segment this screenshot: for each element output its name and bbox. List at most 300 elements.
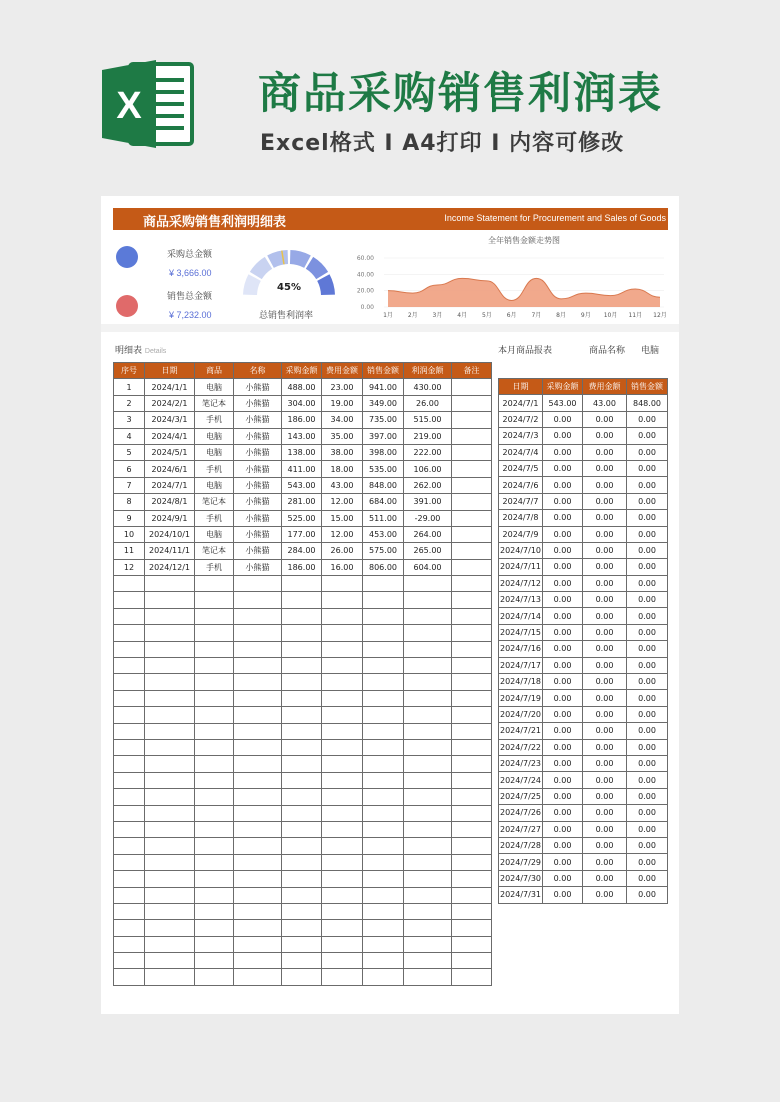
table-cell[interactable]: 0.00	[583, 641, 627, 657]
table-cell[interactable]: 3	[114, 412, 145, 428]
table-cell[interactable]	[114, 920, 145, 936]
table-cell[interactable]: 535.00	[363, 461, 404, 477]
table-cell[interactable]	[234, 821, 282, 837]
table-cell[interactable]	[404, 592, 452, 608]
table-cell[interactable]	[282, 838, 322, 854]
table-cell[interactable]	[452, 953, 492, 969]
table-cell[interactable]: 35.00	[322, 428, 363, 444]
table-cell[interactable]	[234, 658, 282, 674]
table-cell[interactable]	[404, 821, 452, 837]
table-cell[interactable]	[452, 723, 492, 739]
table-cell[interactable]: 0.00	[543, 772, 583, 788]
table-cell[interactable]	[282, 723, 322, 739]
table-cell[interactable]: 7	[114, 477, 145, 493]
table-cell[interactable]: 38.00	[322, 444, 363, 460]
table-cell[interactable]	[404, 903, 452, 919]
table-cell[interactable]: 0.00	[543, 723, 583, 739]
table-cell[interactable]	[145, 854, 195, 870]
table-cell[interactable]	[404, 772, 452, 788]
table-cell[interactable]: 0.00	[543, 592, 583, 608]
table-cell[interactable]: 0.00	[627, 657, 668, 673]
table-cell[interactable]	[234, 969, 282, 985]
table-cell[interactable]: 0.00	[627, 575, 668, 591]
table-cell[interactable]: 12	[114, 559, 145, 575]
table-cell[interactable]: 735.00	[363, 412, 404, 428]
table-cell[interactable]	[322, 789, 363, 805]
table-cell[interactable]	[452, 969, 492, 985]
table-cell[interactable]: 511.00	[363, 510, 404, 526]
table-cell[interactable]	[322, 838, 363, 854]
table-cell[interactable]	[322, 739, 363, 755]
table-cell[interactable]: 0.00	[543, 411, 583, 427]
table-cell[interactable]: 543.00	[543, 395, 583, 411]
table-cell[interactable]	[145, 576, 195, 592]
table-cell[interactable]	[145, 936, 195, 952]
table-cell[interactable]: 2024/8/1	[145, 494, 195, 510]
table-cell[interactable]: 0.00	[627, 559, 668, 575]
table-cell[interactable]	[404, 674, 452, 690]
table-cell[interactable]: 小熊猫	[234, 379, 282, 395]
table-cell[interactable]	[195, 723, 234, 739]
table-cell[interactable]	[363, 936, 404, 952]
table-cell[interactable]: 23.00	[322, 379, 363, 395]
table-cell[interactable]	[282, 739, 322, 755]
table-cell[interactable]: 604.00	[404, 559, 452, 575]
table-cell[interactable]: 小熊猫	[234, 494, 282, 510]
table-cell[interactable]: 小熊猫	[234, 395, 282, 411]
table-cell[interactable]: 0.00	[583, 526, 627, 542]
table-cell[interactable]	[282, 936, 322, 952]
table-cell[interactable]: 电脑	[195, 379, 234, 395]
table-cell[interactable]: 手机	[195, 412, 234, 428]
table-cell[interactable]: 小熊猫	[234, 559, 282, 575]
table-cell[interactable]	[195, 789, 234, 805]
table-cell[interactable]: 2024/5/1	[145, 444, 195, 460]
table-cell[interactable]	[114, 625, 145, 641]
table-cell[interactable]	[234, 739, 282, 755]
table-cell[interactable]: 2024/7/15	[499, 624, 543, 640]
table-cell[interactable]: 143.00	[282, 428, 322, 444]
table-cell[interactable]	[363, 969, 404, 985]
table-cell[interactable]: 2024/7/30	[499, 870, 543, 886]
table-cell[interactable]	[363, 838, 404, 854]
table-cell[interactable]: 186.00	[282, 559, 322, 575]
table-cell[interactable]	[114, 739, 145, 755]
table-cell[interactable]	[282, 625, 322, 641]
table-cell[interactable]	[114, 838, 145, 854]
table-cell[interactable]	[404, 920, 452, 936]
table-cell[interactable]: 2024/7/2	[499, 411, 543, 427]
table-cell[interactable]: 0.00	[627, 837, 668, 853]
table-cell[interactable]: 2024/2/1	[145, 395, 195, 411]
table-cell[interactable]: 0.00	[627, 854, 668, 870]
table-cell[interactable]: 0.00	[627, 477, 668, 493]
table-cell[interactable]: 0.00	[543, 690, 583, 706]
table-cell[interactable]: 16.00	[322, 559, 363, 575]
table-cell[interactable]: 398.00	[363, 444, 404, 460]
table-cell[interactable]	[404, 887, 452, 903]
table-cell[interactable]	[282, 707, 322, 723]
table-cell[interactable]	[195, 805, 234, 821]
table-cell[interactable]	[452, 936, 492, 952]
table-cell[interactable]	[234, 707, 282, 723]
table-cell[interactable]: 1	[114, 379, 145, 395]
table-cell[interactable]	[114, 608, 145, 624]
table-cell[interactable]	[195, 756, 234, 772]
table-cell[interactable]	[322, 871, 363, 887]
table-cell[interactable]	[195, 739, 234, 755]
table-cell[interactable]	[145, 625, 195, 641]
table-cell[interactable]: 2024/7/20	[499, 706, 543, 722]
table-cell[interactable]	[363, 576, 404, 592]
table-cell[interactable]: 265.00	[404, 543, 452, 559]
table-cell[interactable]: 小熊猫	[234, 444, 282, 460]
table-cell[interactable]	[114, 772, 145, 788]
table-cell[interactable]	[363, 871, 404, 887]
table-cell[interactable]	[282, 772, 322, 788]
table-cell[interactable]: 0.00	[543, 674, 583, 690]
table-cell[interactable]: 2024/7/1	[145, 477, 195, 493]
table-cell[interactable]	[282, 969, 322, 985]
table-cell[interactable]	[114, 576, 145, 592]
table-cell[interactable]	[363, 658, 404, 674]
table-cell[interactable]	[282, 658, 322, 674]
table-cell[interactable]	[234, 592, 282, 608]
table-cell[interactable]: 2024/7/22	[499, 739, 543, 755]
table-cell[interactable]	[322, 674, 363, 690]
table-cell[interactable]	[145, 674, 195, 690]
table-cell[interactable]	[452, 887, 492, 903]
table-cell[interactable]: 0.00	[583, 674, 627, 690]
table-cell[interactable]: 2024/7/1	[499, 395, 543, 411]
table-cell[interactable]: 小熊猫	[234, 477, 282, 493]
table-cell[interactable]	[452, 625, 492, 641]
table-cell[interactable]: 2024/7/26	[499, 805, 543, 821]
table-cell[interactable]: 0.00	[543, 444, 583, 460]
table-cell[interactable]	[195, 674, 234, 690]
table-cell[interactable]	[195, 920, 234, 936]
table-cell[interactable]	[145, 723, 195, 739]
table-cell[interactable]: 2024/7/21	[499, 723, 543, 739]
table-cell[interactable]: 397.00	[363, 428, 404, 444]
table-cell[interactable]	[282, 903, 322, 919]
table-cell[interactable]: 391.00	[404, 494, 452, 510]
table-cell[interactable]	[114, 854, 145, 870]
table-cell[interactable]	[363, 821, 404, 837]
table-cell[interactable]	[452, 641, 492, 657]
table-cell[interactable]: 0.00	[627, 624, 668, 640]
table-cell[interactable]: 19.00	[322, 395, 363, 411]
table-cell[interactable]: 笔记本	[195, 494, 234, 510]
table-cell[interactable]	[195, 953, 234, 969]
table-cell[interactable]: 0.00	[627, 788, 668, 804]
table-cell[interactable]: 0.00	[627, 411, 668, 427]
table-cell[interactable]	[195, 821, 234, 837]
table-cell[interactable]: 0.00	[543, 706, 583, 722]
table-cell[interactable]	[322, 920, 363, 936]
table-cell[interactable]	[363, 674, 404, 690]
table-cell[interactable]: 2024/7/12	[499, 575, 543, 591]
table-cell[interactable]	[363, 707, 404, 723]
table-cell[interactable]	[363, 592, 404, 608]
table-cell[interactable]: 0.00	[583, 657, 627, 673]
table-cell[interactable]: 543.00	[282, 477, 322, 493]
table-cell[interactable]: 525.00	[282, 510, 322, 526]
table-cell[interactable]: 0.00	[583, 870, 627, 886]
table-cell[interactable]	[234, 723, 282, 739]
table-cell[interactable]: 10	[114, 526, 145, 542]
table-cell[interactable]	[282, 592, 322, 608]
table-cell[interactable]: 0.00	[627, 444, 668, 460]
table-cell[interactable]	[114, 690, 145, 706]
table-cell[interactable]	[363, 789, 404, 805]
table-cell[interactable]: 430.00	[404, 379, 452, 395]
product-name-value[interactable]: 电脑	[641, 346, 660, 356]
table-cell[interactable]: 488.00	[282, 379, 322, 395]
table-cell[interactable]	[195, 592, 234, 608]
table-cell[interactable]	[404, 969, 452, 985]
table-cell[interactable]: 2024/7/4	[499, 444, 543, 460]
table-cell[interactable]: 小熊猫	[234, 428, 282, 444]
table-cell[interactable]: 0.00	[583, 821, 627, 837]
table-cell[interactable]	[322, 592, 363, 608]
table-cell[interactable]	[234, 838, 282, 854]
table-cell[interactable]: 0.00	[583, 592, 627, 608]
table-cell[interactable]: 0.00	[583, 559, 627, 575]
table-cell[interactable]	[114, 821, 145, 837]
table-cell[interactable]: 0.00	[583, 755, 627, 771]
table-cell[interactable]: 26.00	[404, 395, 452, 411]
table-cell[interactable]: 8	[114, 494, 145, 510]
table-cell[interactable]	[234, 887, 282, 903]
table-cell[interactable]	[452, 461, 492, 477]
table-cell[interactable]: 2024/7/7	[499, 493, 543, 509]
table-cell[interactable]	[195, 707, 234, 723]
table-cell[interactable]	[234, 903, 282, 919]
table-cell[interactable]: 0.00	[627, 805, 668, 821]
table-cell[interactable]: 0.00	[543, 542, 583, 558]
table-cell[interactable]	[114, 953, 145, 969]
table-cell[interactable]	[322, 756, 363, 772]
table-cell[interactable]: 2024/7/18	[499, 674, 543, 690]
table-cell[interactable]	[234, 953, 282, 969]
table-cell[interactable]	[322, 821, 363, 837]
table-cell[interactable]: 0.00	[583, 706, 627, 722]
table-cell[interactable]: 2024/7/24	[499, 772, 543, 788]
table-cell[interactable]	[282, 641, 322, 657]
table-cell[interactable]: 2024/7/6	[499, 477, 543, 493]
table-cell[interactable]: 515.00	[404, 412, 452, 428]
table-cell[interactable]	[322, 887, 363, 903]
table-cell[interactable]	[114, 936, 145, 952]
table-cell[interactable]: 284.00	[282, 543, 322, 559]
table-cell[interactable]	[282, 690, 322, 706]
table-cell[interactable]	[234, 854, 282, 870]
table-cell[interactable]	[114, 871, 145, 887]
table-cell[interactable]	[363, 772, 404, 788]
table-cell[interactable]	[195, 641, 234, 657]
table-cell[interactable]	[145, 805, 195, 821]
table-cell[interactable]: 0.00	[627, 460, 668, 476]
table-cell[interactable]	[452, 543, 492, 559]
table-cell[interactable]: 电脑	[195, 428, 234, 444]
table-cell[interactable]	[145, 690, 195, 706]
table-cell[interactable]	[195, 936, 234, 952]
table-cell[interactable]	[452, 854, 492, 870]
table-cell[interactable]	[322, 723, 363, 739]
table-cell[interactable]: 2024/7/29	[499, 854, 543, 870]
table-cell[interactable]	[322, 690, 363, 706]
table-cell[interactable]: 小熊猫	[234, 526, 282, 542]
table-cell[interactable]: 电脑	[195, 477, 234, 493]
table-cell[interactable]: 手机	[195, 559, 234, 575]
table-cell[interactable]	[234, 690, 282, 706]
table-cell[interactable]	[114, 969, 145, 985]
table-cell[interactable]	[145, 969, 195, 985]
table-cell[interactable]: 0.00	[543, 608, 583, 624]
table-cell[interactable]: 0.00	[627, 755, 668, 771]
table-cell[interactable]	[234, 789, 282, 805]
table-cell[interactable]	[452, 395, 492, 411]
table-cell[interactable]: 806.00	[363, 559, 404, 575]
table-cell[interactable]: 手机	[195, 461, 234, 477]
table-cell[interactable]	[322, 936, 363, 952]
table-cell[interactable]: 0.00	[583, 411, 627, 427]
table-cell[interactable]	[363, 641, 404, 657]
table-cell[interactable]: 0.00	[583, 739, 627, 755]
table-cell[interactable]	[404, 658, 452, 674]
table-cell[interactable]: 0.00	[583, 788, 627, 804]
table-cell[interactable]	[145, 789, 195, 805]
table-cell[interactable]	[145, 592, 195, 608]
table-cell[interactable]	[452, 510, 492, 526]
table-cell[interactable]: 2024/7/10	[499, 542, 543, 558]
table-cell[interactable]: 262.00	[404, 477, 452, 493]
table-cell[interactable]: 0.00	[543, 460, 583, 476]
table-cell[interactable]	[363, 854, 404, 870]
table-cell[interactable]	[363, 608, 404, 624]
table-cell[interactable]: 2024/7/31	[499, 887, 543, 903]
table-cell[interactable]: 2024/7/25	[499, 788, 543, 804]
table-cell[interactable]: 0.00	[583, 854, 627, 870]
table-cell[interactable]: 0.00	[543, 887, 583, 903]
table-cell[interactable]	[404, 608, 452, 624]
table-cell[interactable]: 411.00	[282, 461, 322, 477]
table-cell[interactable]	[145, 887, 195, 903]
table-cell[interactable]	[404, 690, 452, 706]
table-cell[interactable]	[452, 920, 492, 936]
table-cell[interactable]	[404, 838, 452, 854]
table-cell[interactable]	[452, 871, 492, 887]
table-cell[interactable]: 2024/7/28	[499, 837, 543, 853]
table-cell[interactable]: 2024/4/1	[145, 428, 195, 444]
table-cell[interactable]: 2024/3/1	[145, 412, 195, 428]
table-cell[interactable]	[363, 739, 404, 755]
table-cell[interactable]: 2	[114, 395, 145, 411]
table-cell[interactable]: 4	[114, 428, 145, 444]
table-cell[interactable]	[363, 805, 404, 821]
table-cell[interactable]	[404, 641, 452, 657]
table-cell[interactable]	[145, 658, 195, 674]
table-cell[interactable]	[145, 920, 195, 936]
table-cell[interactable]: 0.00	[543, 493, 583, 509]
table-cell[interactable]: 0.00	[583, 723, 627, 739]
table-cell[interactable]: 0.00	[583, 805, 627, 821]
table-cell[interactable]	[322, 625, 363, 641]
table-cell[interactable]	[114, 756, 145, 772]
table-cell[interactable]: 0.00	[627, 641, 668, 657]
table-cell[interactable]	[404, 805, 452, 821]
table-cell[interactable]: 15.00	[322, 510, 363, 526]
table-cell[interactable]: 0.00	[583, 887, 627, 903]
table-cell[interactable]: 0.00	[627, 739, 668, 755]
table-cell[interactable]	[452, 379, 492, 395]
table-cell[interactable]	[145, 756, 195, 772]
table-cell[interactable]: 9	[114, 510, 145, 526]
table-cell[interactable]: 0.00	[627, 870, 668, 886]
table-cell[interactable]	[322, 608, 363, 624]
table-cell[interactable]: 0.00	[583, 608, 627, 624]
table-cell[interactable]	[114, 723, 145, 739]
table-cell[interactable]	[114, 789, 145, 805]
table-cell[interactable]	[322, 772, 363, 788]
table-cell[interactable]: 0.00	[627, 821, 668, 837]
table-cell[interactable]	[282, 920, 322, 936]
table-cell[interactable]	[363, 903, 404, 919]
table-cell[interactable]: 0.00	[627, 493, 668, 509]
table-cell[interactable]: 0.00	[627, 723, 668, 739]
table-cell[interactable]	[404, 707, 452, 723]
table-cell[interactable]: 304.00	[282, 395, 322, 411]
table-cell[interactable]: 12.00	[322, 494, 363, 510]
table-cell[interactable]	[195, 854, 234, 870]
table-cell[interactable]	[114, 903, 145, 919]
table-cell[interactable]	[322, 903, 363, 919]
table-cell[interactable]	[145, 871, 195, 887]
table-cell[interactable]: 219.00	[404, 428, 452, 444]
table-cell[interactable]	[145, 608, 195, 624]
table-cell[interactable]	[234, 625, 282, 641]
table-cell[interactable]: 177.00	[282, 526, 322, 542]
table-cell[interactable]: 0.00	[543, 559, 583, 575]
table-cell[interactable]	[404, 936, 452, 952]
table-cell[interactable]: 5	[114, 444, 145, 460]
table-cell[interactable]: 138.00	[282, 444, 322, 460]
table-cell[interactable]: 0.00	[583, 444, 627, 460]
table-cell[interactable]: 0.00	[627, 608, 668, 624]
table-cell[interactable]: 0.00	[543, 428, 583, 444]
table-cell[interactable]: 小熊猫	[234, 543, 282, 559]
table-cell[interactable]	[452, 707, 492, 723]
table-cell[interactable]	[195, 625, 234, 641]
table-cell[interactable]	[452, 412, 492, 428]
table-cell[interactable]	[234, 920, 282, 936]
table-cell[interactable]: 2024/7/17	[499, 657, 543, 673]
table-cell[interactable]	[195, 772, 234, 788]
table-cell[interactable]	[282, 608, 322, 624]
table-cell[interactable]	[234, 756, 282, 772]
table-cell[interactable]: 848.00	[363, 477, 404, 493]
table-cell[interactable]	[234, 772, 282, 788]
table-cell[interactable]: 2024/7/27	[499, 821, 543, 837]
table-cell[interactable]: 0.00	[543, 837, 583, 853]
table-cell[interactable]	[363, 756, 404, 772]
table-cell[interactable]	[234, 871, 282, 887]
table-cell[interactable]	[145, 707, 195, 723]
table-cell[interactable]	[234, 641, 282, 657]
table-cell[interactable]	[404, 854, 452, 870]
table-cell[interactable]	[452, 428, 492, 444]
